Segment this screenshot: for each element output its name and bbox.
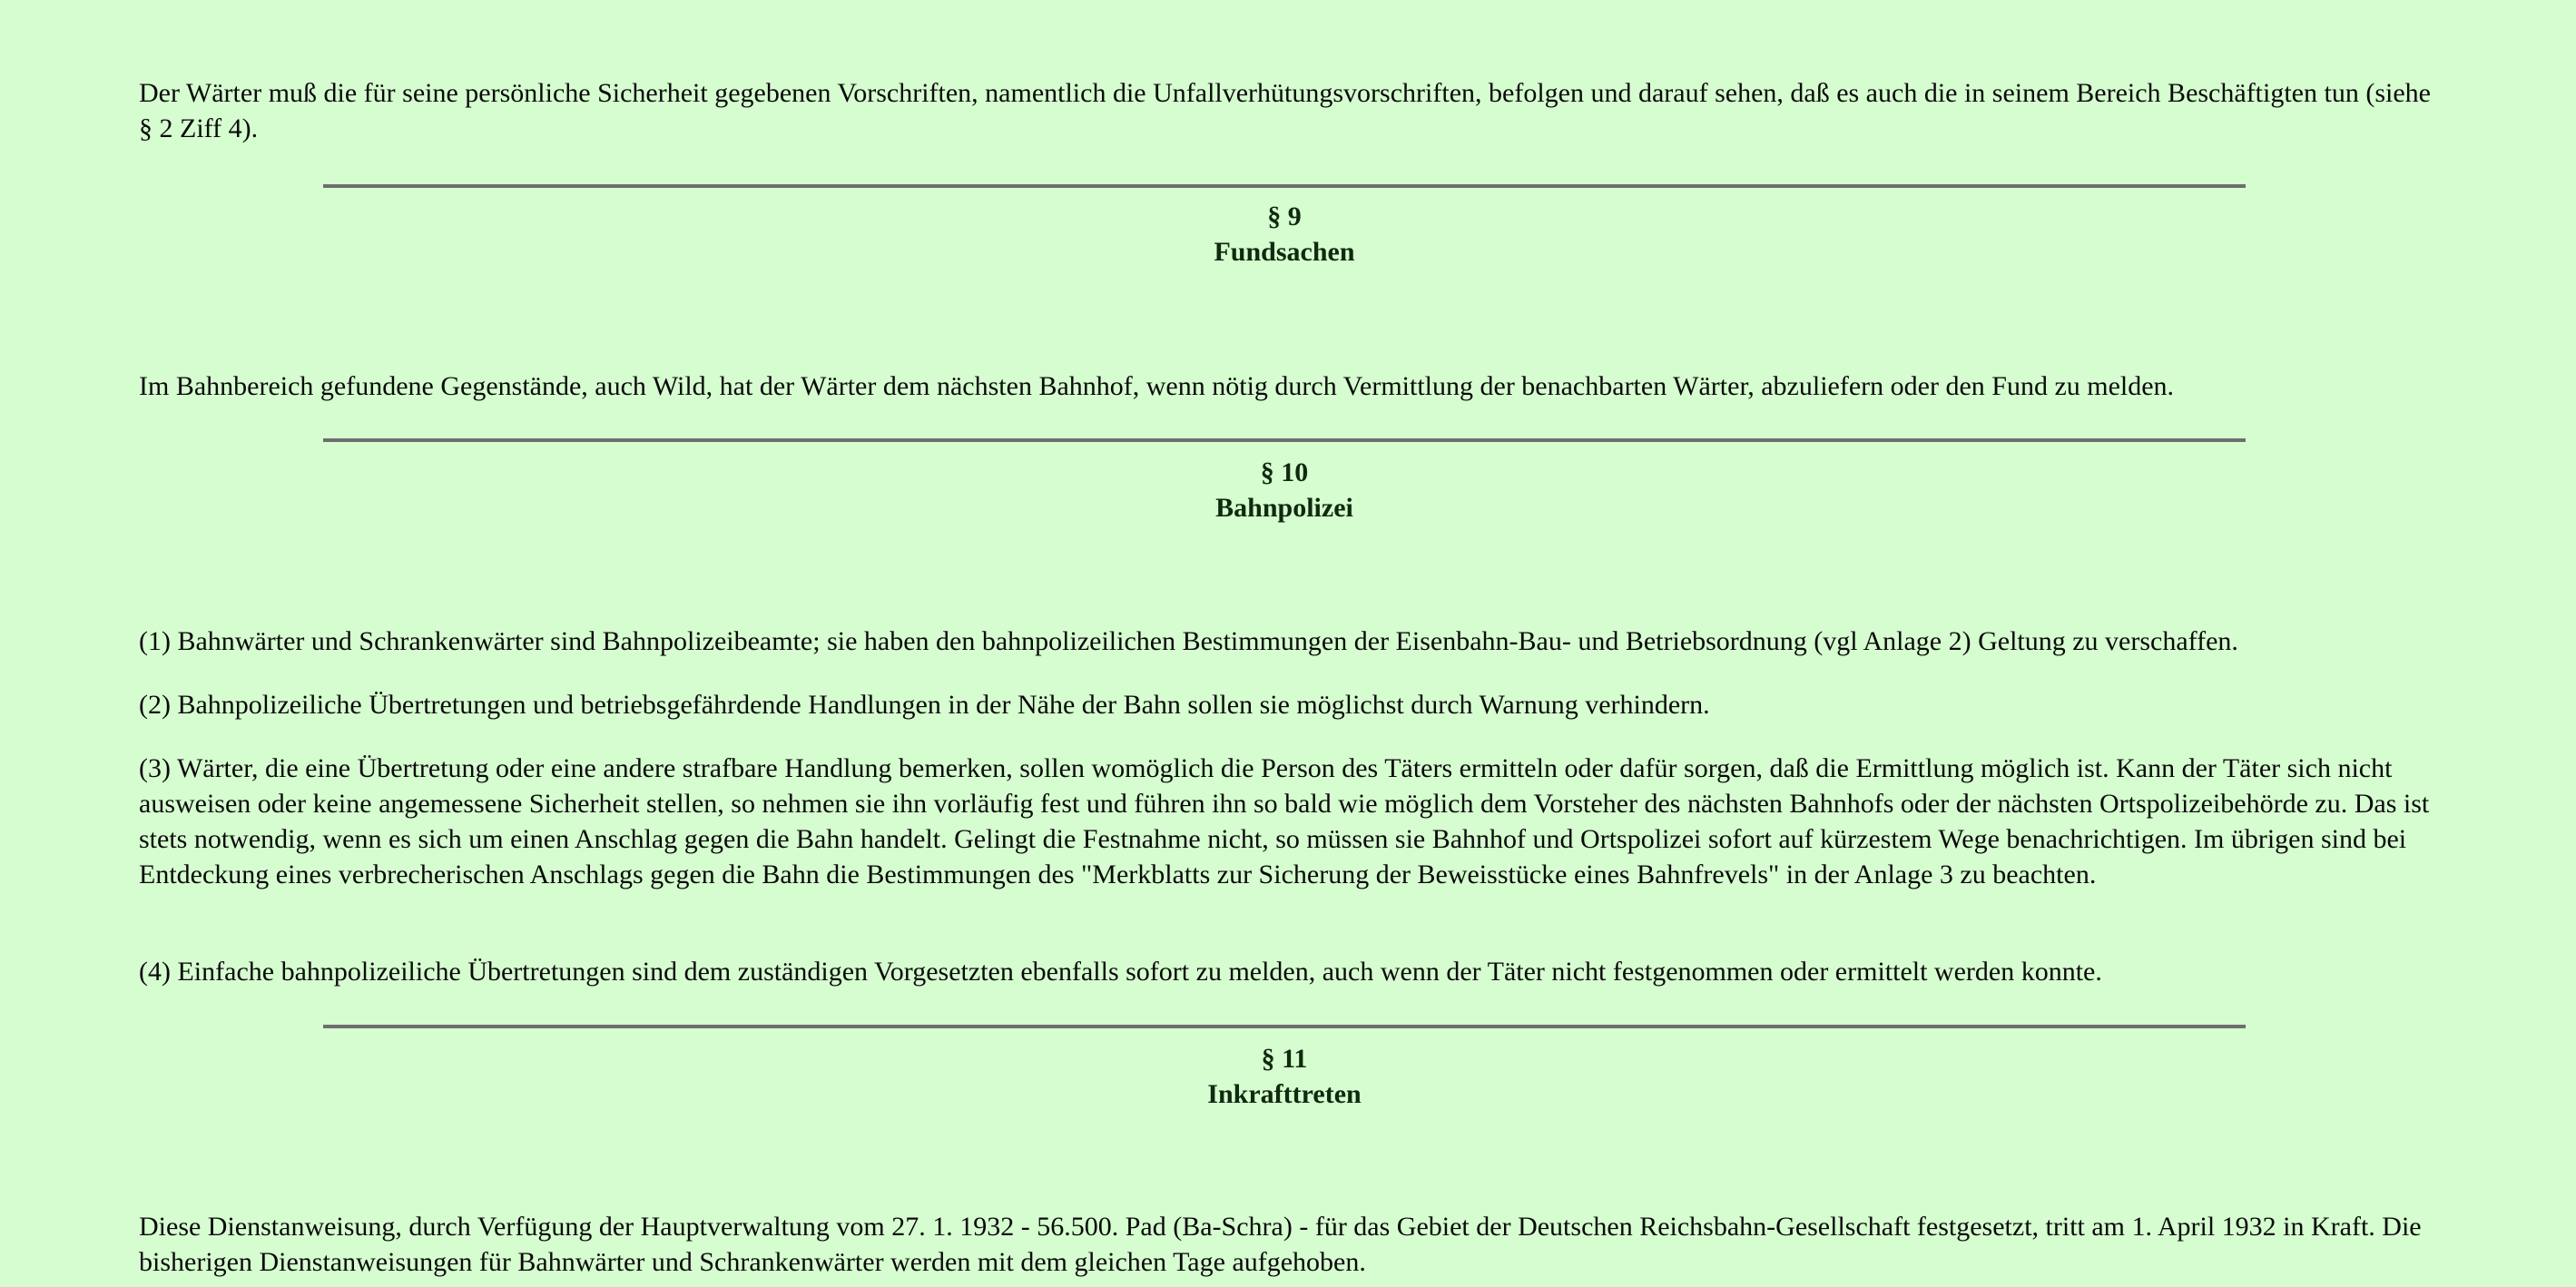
section-number-9: § 9	[1267, 201, 1302, 231]
inkrafttreten-paragraph: Diese Dienstanweisung, durch Verfügung der Hauptverwaltung vom 27. 1. 1932 - 56.500. Pad (Ba-Schra) - für das Gebiet der Deutschen Reichsbahn-Gesellschaft festgesetzt, tritt am 1. April 1932 in Kraft. Die bisherigen Dienstanweisungen für Bahnwärter und Schrankenwärter werden mit dem gleichen Tage aufgehoben.	[139, 1212, 2422, 1277]
section-number-10: § 10	[1260, 457, 1309, 487]
section-title-fundsachen: Fundsachen	[1214, 237, 1355, 267]
fundsachen-paragraph: Im Bahnbereich gefundene Gegenstände, auch Wild, hat der Wärter dem nächsten Bahnhof, wenn nötig durch Vermittlung der benachbarten Wärter, abzuliefern oder den Fund zu melden.	[139, 371, 2175, 401]
section-divider-9	[323, 184, 2246, 188]
bahnpolizei-paragraph-3: (3) Wärter, die eine Übertretung oder eine andere strafbare Handlung bemerken, sollen womöglich die Person des Täters ermitteln oder dafür sorgen, daß die Ermittlung möglich ist. Kann der Täter sich nicht ausweisen oder keine angemessene Sicherheit stellen, so nehmen sie ihn vorläufig fest und führen ihn so bald wie möglich dem Vorsteher des nächsten Bahnhofs oder der nächsten Ortspolizeibehörde zu. Das ist stets notwendig, wenn es sich um einen Anschlag gegen die Bahn handelt. Gelingt die Festnahme nicht, so müssen sie Bahnhof und Ortspolizei sofort auf kürzestem Wege benachrichtigen. Im übrigen sind bei Entdeckung eines verbrecherischen Anschlags gegen die Bahn die Bestimmungen des "Merkblatts zur Sicherung der Beweisstücke eines Bahnfrevels" in der Anlage 3 zu beachten.	[139, 753, 2430, 889]
bahnpolizei-paragraph-4: (4) Einfache bahnpolizeiliche Übertretungen sind dem zuständigen Vorgesetzten ebenfalls sofort zu melden, auch wenn der Täter nicht festgenommen oder ermittelt werden konnte.	[139, 957, 2102, 987]
bahnpolizei-paragraph-1: (1) Bahnwärter und Schrankenwärter sind Bahnpolizeibeamte; sie haben den bahnpolizeilichen Bestimmungen der Eisenbahn-Bau- und Betriebsordnung (vgl Anlage 2) Geltung zu verschaffen.	[139, 626, 2238, 656]
bahnpolizei-paragraph-2: (2) Bahnpolizeiliche Übertretungen und betriebsgefährdende Handlungen in der Nähe der Bahn sollen sie möglichst durch Warnung verhindern.	[139, 690, 1710, 720]
section-title-inkrafttreten: Inkrafttreten	[1207, 1079, 1362, 1109]
section-divider-11	[323, 1025, 2246, 1028]
intro-paragraph: Der Wärter muß die für seine persönliche Sicherheit gegebenen Vorschriften, namentlich die Unfallverhütungsvorschriften, befolgen und darauf sehen, daß es auch die in seinem Bereich Beschäftigten tun (siehe § 2 Ziff 4).	[139, 78, 2431, 143]
section-title-bahnpolizei: Bahnpolizei	[1215, 493, 1353, 523]
section-number-11: § 11	[1261, 1044, 1308, 1074]
section-divider-10	[323, 438, 2246, 442]
